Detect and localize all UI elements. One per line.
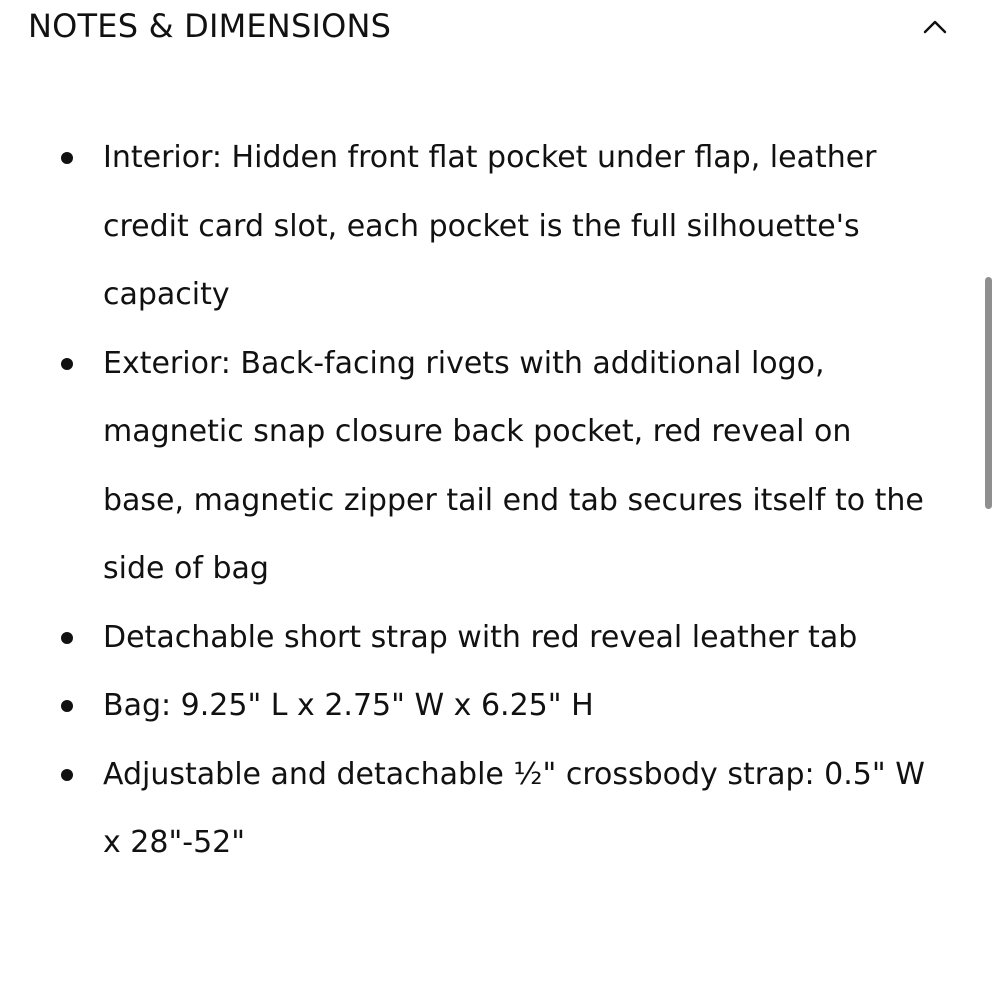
bullet-icon xyxy=(61,152,73,164)
notes-list xyxy=(0,124,960,878)
scrollbar-thumb[interactable] xyxy=(985,277,992,509)
note-text: Adjustable and detachable ½" crossbody strap: 0.5" W x 28"-52" xyxy=(103,756,925,860)
list-item xyxy=(0,741,960,878)
bullet-icon xyxy=(61,700,73,712)
list-item xyxy=(0,672,960,741)
bullet-icon xyxy=(61,769,73,781)
note-text: Detachable short strap with red reveal leather tab xyxy=(103,619,858,655)
notes-dimensions-header[interactable] xyxy=(28,0,958,52)
bullet-icon xyxy=(61,632,73,644)
chevron-up-icon[interactable] xyxy=(920,11,950,41)
bullet-icon xyxy=(61,358,73,370)
section-title: NOTES & DIMENSIONS xyxy=(28,7,392,45)
list-item xyxy=(0,604,960,673)
list-item xyxy=(0,330,960,604)
note-text: Interior: Hidden front flat pocket under flap, leather credit card slot, each pocket is the full silhouette's capacity xyxy=(103,140,877,312)
note-text: Bag: 9.25" L x 2.75" W x 6.25" H xyxy=(103,688,594,723)
list-item xyxy=(0,124,960,330)
note-text: Exterior: Back-facing rivets with additional logo, magnetic snap closure back pocket, red reveal on base, magnetic zipper tail end tab secures itself to the side of bag xyxy=(103,345,924,586)
